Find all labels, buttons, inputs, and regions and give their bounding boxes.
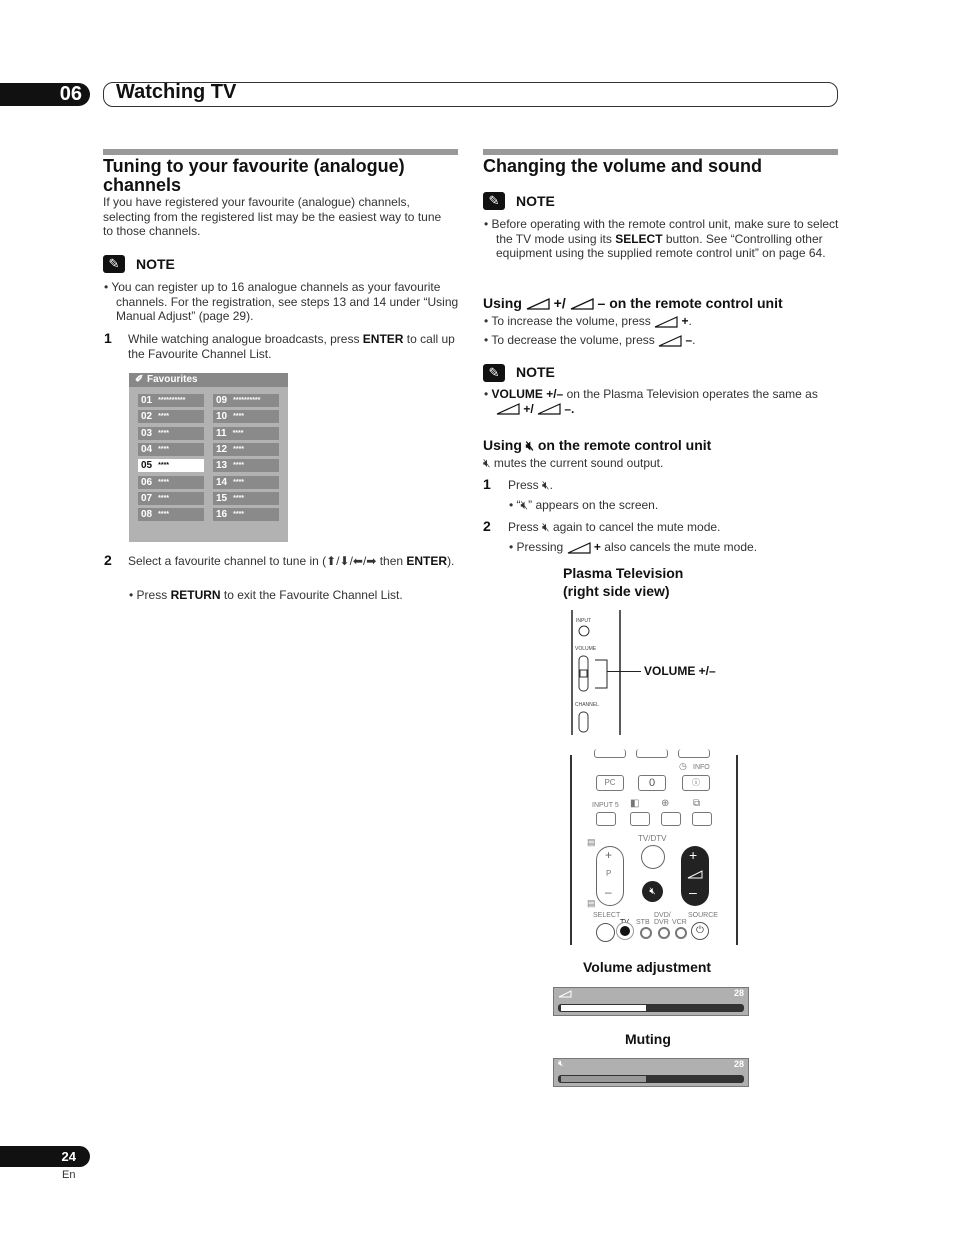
picture-mode-icon: ◧ [630, 798, 640, 809]
favourite-channel-name: **** [158, 494, 170, 502]
favourite-channel-number: 11 [216, 427, 227, 439]
favourite-channel-item [138, 476, 204, 489]
favourite-channel-item [213, 410, 279, 423]
plus-icon: + [689, 847, 698, 863]
remote-button [594, 749, 626, 758]
panel-input-label: INPUT [576, 618, 591, 624]
left-note-bullet: • You can register up to 16 analogue channels as your favourite channels. For the registration, see steps 13 and 14 under “Using Manual Adjust” (page 29). [104, 280, 459, 324]
note-pencil-icon: ✎ [103, 255, 125, 273]
favourite-channel-number: 04 [141, 443, 153, 455]
left-step1-text: While watching analogue broadcasts, press ENTER to call up the Favourite Channel List. [128, 332, 455, 361]
mute-icon: 🔇︎ [558, 1058, 564, 1068]
favourite-channel-number: 02 [141, 411, 153, 423]
favourite-channel-number: 05 [141, 460, 153, 472]
mute-step2-text: Press 🔇︎ again to cancel the mute mode. [508, 520, 721, 534]
remote-select-label: SELECT [593, 912, 621, 919]
left-note-label: NOTE [136, 256, 175, 272]
panel-volume-label: VOLUME [575, 646, 597, 652]
muting-caption: Muting [625, 1031, 671, 1047]
favourite-channel-item [138, 410, 204, 423]
minus-icon: – [605, 885, 612, 899]
page-number-tab: 24 [0, 1146, 90, 1167]
mute-icon: 🔇︎ [520, 498, 529, 512]
volume-callout-label: VOLUME +/– [644, 664, 716, 678]
remote-info-label: INFO [693, 764, 710, 771]
select-button [596, 923, 615, 942]
favourite-channel-name: **** [233, 478, 245, 486]
volume-callout-line [607, 671, 641, 672]
favourites-list-screen [129, 373, 288, 542]
right-note-label: NOTE [516, 193, 555, 209]
muting-level-fill [561, 1076, 646, 1082]
channel-rocker [596, 846, 624, 906]
favourite-channel-name: **** [158, 445, 170, 453]
volume-adjustment-osd [553, 987, 749, 1016]
remote-p-label: P [606, 869, 612, 878]
language-label: En [62, 1169, 76, 1181]
favourite-channel-item [138, 427, 204, 440]
favourite-channel-name: **** [158, 478, 170, 486]
volume-adjustment-caption: Volume adjustment [583, 959, 712, 975]
right-note1-bullet: • Before operating with the remote control unit, make sure to select the TV mode using its SELECT button. See “Controlling other equipment using the supplied remote control unit” on page 64. [484, 217, 839, 261]
favourite-channel-name: **** [233, 413, 245, 421]
plus-icon: + [605, 848, 613, 862]
remote-input5-label: INPUT 5 [592, 802, 619, 809]
favourite-channel-name: ********** [158, 397, 186, 404]
muting-osd [553, 1058, 749, 1087]
remote-button [630, 812, 650, 826]
volume-decrease-bullet: • To decrease the volume, press –. [484, 333, 696, 347]
remote-button [692, 812, 712, 826]
volume-level-value: 28 [733, 988, 744, 998]
left-step1-number: 1 [104, 330, 112, 346]
mute-button: 🔇︎ [642, 881, 663, 902]
remote-tv-label: TV [620, 919, 629, 926]
dvd-indicator [658, 927, 670, 939]
volume-icon [658, 335, 682, 347]
favourite-channel-name: **** [158, 462, 170, 470]
remote-dvr-label: DVR [654, 919, 669, 926]
chapter-title: Watching TV [116, 81, 237, 103]
remote-button [678, 749, 710, 758]
mute-icon: 🔇︎ [542, 520, 550, 534]
stb-indicator [640, 927, 652, 939]
remote-button [636, 749, 668, 758]
freeze-icon: ⧉ [693, 798, 701, 809]
section-rule-left [103, 149, 458, 155]
favourite-channel-number: 07 [141, 492, 153, 504]
left-intro: If you have registered your favourite (analogue) channels, selecting from the registered list may be the easiest way to tune to those channels. [103, 195, 442, 239]
favourite-channel-item [138, 492, 204, 505]
favourite-channel-name: **** [233, 494, 245, 502]
muting-level-value: 28 [733, 1059, 744, 1069]
mute-description: 🔇︎ mutes the current sound output. [483, 456, 664, 470]
clock-icon: ◷ [679, 761, 687, 771]
remote-vcr-label: VCR [672, 919, 687, 926]
favourites-title: Favourites [147, 374, 198, 385]
volume-increase-bullet: • To increase the volume, press +. [484, 314, 692, 328]
favourite-channel-number: 16 [216, 509, 228, 521]
mute-icon: 🔇︎ [525, 438, 534, 453]
note-pencil-icon: ✎ [483, 364, 505, 382]
plasma-caption-line1: Plasma Television [563, 565, 684, 581]
mute-step2-number: 2 [483, 518, 491, 534]
left-heading: Tuning to your favourite (analogue) channels [103, 156, 405, 195]
favourite-channel-name: **** [158, 413, 170, 421]
subtitle-icon: ⊕ [661, 798, 670, 809]
section-rule-right [483, 149, 838, 155]
favourite-channel-number: 15 [216, 492, 228, 504]
mute-icon: 🔇︎ [483, 456, 491, 470]
volume-level-track [558, 1004, 744, 1012]
favourite-channel-number: 03 [141, 427, 153, 439]
source-power-button: ⏻ [691, 922, 709, 940]
favourites-header [129, 373, 288, 387]
right-note2-bullet: • VOLUME +/– on the Plasma Television operates the same as +/ –. [484, 387, 818, 416]
teletext-icon: ▤ [587, 837, 596, 847]
favourite-channel-name: **** [232, 429, 244, 437]
favourite-channel-item [213, 476, 279, 489]
favourite-channel-name: ********** [233, 397, 261, 404]
volume-icon [496, 403, 520, 415]
mute-icon: 🔇︎ [542, 478, 550, 492]
favourite-channel-item [138, 443, 204, 456]
favourite-channel-number: 09 [216, 395, 228, 406]
volume-icon [654, 316, 678, 328]
favourite-channel-item [213, 427, 279, 440]
volume-level-fill [561, 1005, 646, 1011]
remote-button [661, 812, 681, 826]
volume-icon [537, 403, 561, 415]
remote-stb-label: STB [636, 919, 650, 926]
right-heading: Changing the volume and sound [483, 156, 762, 176]
remote-control-illustration [570, 755, 738, 945]
favourite-channel-name: **** [233, 511, 245, 519]
remote-button [596, 812, 616, 826]
mute-step2-bullet: • Pressing + also cancels the mute mode. [509, 540, 758, 554]
zero-button: 0 [638, 775, 666, 791]
volume-icon [558, 990, 572, 998]
arrow-keys-icon: ⬆/⬇/⬅/➡ [326, 554, 377, 568]
favourite-channel-number: 06 [141, 476, 153, 488]
left-step2-number: 2 [104, 552, 112, 568]
minus-icon: – [689, 884, 697, 900]
volume-icon [687, 870, 703, 879]
plasma-side-panel-illustration [565, 610, 635, 735]
teletext-icon: ▤ [587, 898, 596, 908]
note-pencil-icon: ✎ [483, 192, 505, 210]
favourites-icon: ✐ [135, 374, 144, 385]
favourite-channel-number: 08 [141, 509, 153, 521]
favourite-channel-name: **** [158, 511, 170, 519]
volume-icon [567, 542, 591, 554]
remote-dvd-label: DVD/ [654, 912, 671, 919]
pc-button: PC [596, 775, 624, 791]
left-note-text: You can register up to 16 analogue channels as your favourite channels. For the registration, see steps 13 and 14 under “Using Manual Adjust” (page 29). [111, 280, 459, 324]
using-volume-heading: Using +/ – on the remote control unit [483, 295, 783, 311]
left-step2-bullet: • Press RETURN to exit the Favourite Channel List. [129, 588, 403, 602]
favourite-channel-item [213, 443, 279, 456]
favourite-channel-item [138, 459, 204, 472]
tvdtv-button [641, 845, 665, 869]
favourite-channel-item [213, 459, 279, 472]
volume-icon [526, 298, 550, 310]
favourite-channel-number: 12 [216, 443, 228, 455]
mute-step1-bullet: • “🔇︎” appears on the screen. [509, 498, 659, 512]
tv-indicator-light [620, 926, 630, 936]
favourite-channel-name: **** [233, 445, 245, 453]
favourite-channel-item [213, 492, 279, 505]
favourite-channel-number: 10 [216, 411, 228, 423]
favourite-channel-item [213, 508, 279, 521]
favourite-channel-number: 01 [141, 395, 153, 406]
favourite-channel-number: 14 [216, 476, 228, 488]
using-mute-heading: Using 🔇︎ on the remote control unit [483, 437, 712, 453]
favourite-channel-number: 13 [216, 460, 228, 472]
panel-channel-label: CHANNEL [575, 702, 599, 708]
mute-step1-text: Press 🔇︎. [508, 478, 553, 492]
remote-source-label: SOURCE [688, 912, 718, 919]
favourite-channel-name: **** [158, 429, 170, 437]
chapter-number-tab: 06 [0, 83, 90, 106]
favourite-channel-item [138, 508, 204, 521]
info-button: ⓘ [682, 775, 710, 791]
vcr-indicator [675, 927, 687, 939]
mute-step1-number: 1 [483, 476, 491, 492]
favourite-channel-name: **** [233, 462, 245, 470]
muting-level-track [558, 1075, 744, 1083]
left-step2-text: Select a favourite channel to tune in (⬆/⬇/⬅/➡ then ENTER). [128, 554, 455, 568]
remote-tvdtv-label: TV/DTV [638, 834, 667, 843]
right-note2-label: NOTE [516, 364, 555, 380]
plasma-caption-line2: (right side view) [563, 583, 670, 599]
volume-rocker [681, 846, 709, 906]
favourite-channel-item [213, 394, 279, 407]
favourite-channel-item [138, 394, 204, 407]
volume-icon [570, 298, 594, 310]
